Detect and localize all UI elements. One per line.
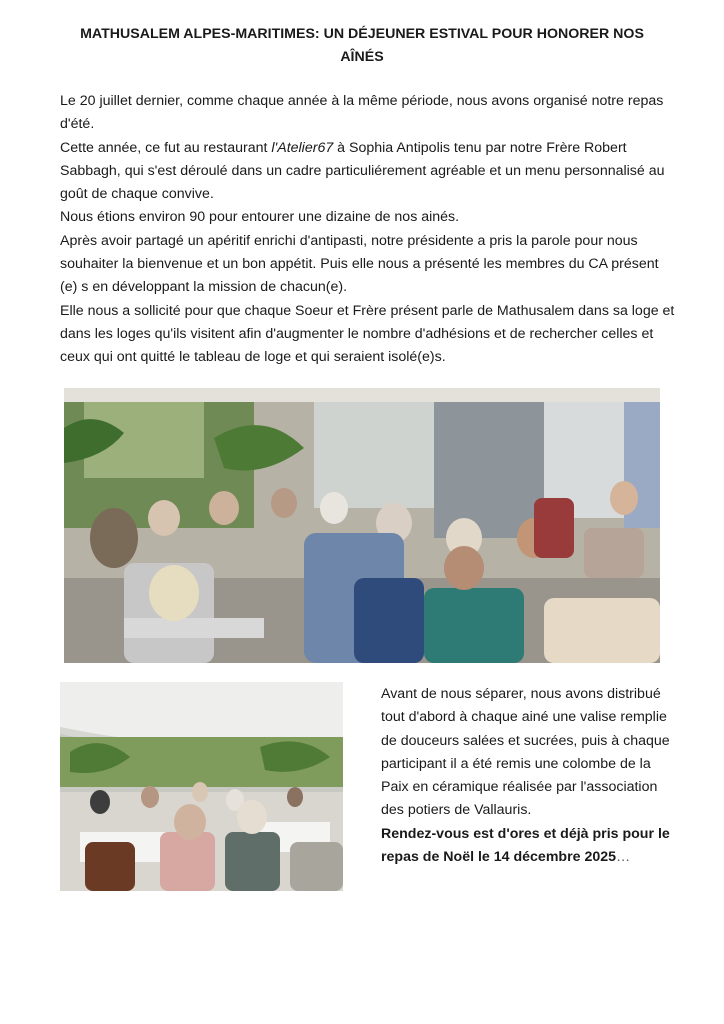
lunch-photo-small	[60, 682, 343, 891]
paragraph-aperitif: Après avoir partagé un apéritif enrichi d'antipasti, notre présidente a pris la parole pour nous souhaiter la bienvenue et un bon appétit. Puis elle nous a présenté les membres du CA présent (e) s en développant la mission de chacun(e).	[60, 232, 659, 296]
restaurant-text-after: à Sophia Antipolis tenu par notre Frère Robert Sabbagh, qui s'est déroulé dans un cadre particuliérement agréable et un menu personnalisé au goût de chaque convive.	[60, 139, 665, 203]
article-title	[56, 23, 668, 69]
title-line-2: AÎNÉS	[340, 49, 384, 65]
side-column	[381, 683, 681, 869]
restaurant-text-before: Cette année, ce fut au restaurant	[60, 139, 272, 156]
paragraph-restaurant	[60, 137, 675, 207]
paragraph-attendance: Nous étions environ 90 pour entourer une dizaine de nos ainés.	[60, 209, 460, 226]
restaurant-name: l'Atelier67	[271, 139, 334, 156]
paragraph-intro: Le 20 juillet dernier, comme chaque année à la même période, nous avons organisé notre repas d'été.	[60, 93, 664, 133]
next-event-ellipsis: …	[616, 849, 631, 866]
paragraph-next-event	[381, 823, 681, 870]
lunch-photo-main	[64, 388, 660, 663]
paragraph-solicitation: Elle nous a sollicité pour que chaque Soeur et Frère présent parle de Mathusalem dans sa loge et dans les loges qu'ils visitent afin d'augmenter le nombre d'adhésions et de rechercher celles et ceux qui ont quitté le tableau de loge et qui seraient isolé(e)s.	[60, 302, 675, 366]
paragraph-gifts: Avant de nous séparer, nous avons distribué tout d'abord à chaque ainé une valise remplie de douceurs salées et sucrées, puis à chaque participant il a été remis une colombe de la Paix en céramique réalisée par l'association des potiers de Vallauris.	[381, 686, 670, 819]
title-line-1: MATHUSALEM ALPES-MARITIMES: UN DÉJEUNER ESTIVAL POUR HONORER NOS	[80, 26, 644, 42]
article-body	[60, 90, 675, 370]
next-event-text: Rendez-vous est d'ores et déjà pris pour le repas de Noël le 14 décembre 2025	[381, 825, 670, 866]
